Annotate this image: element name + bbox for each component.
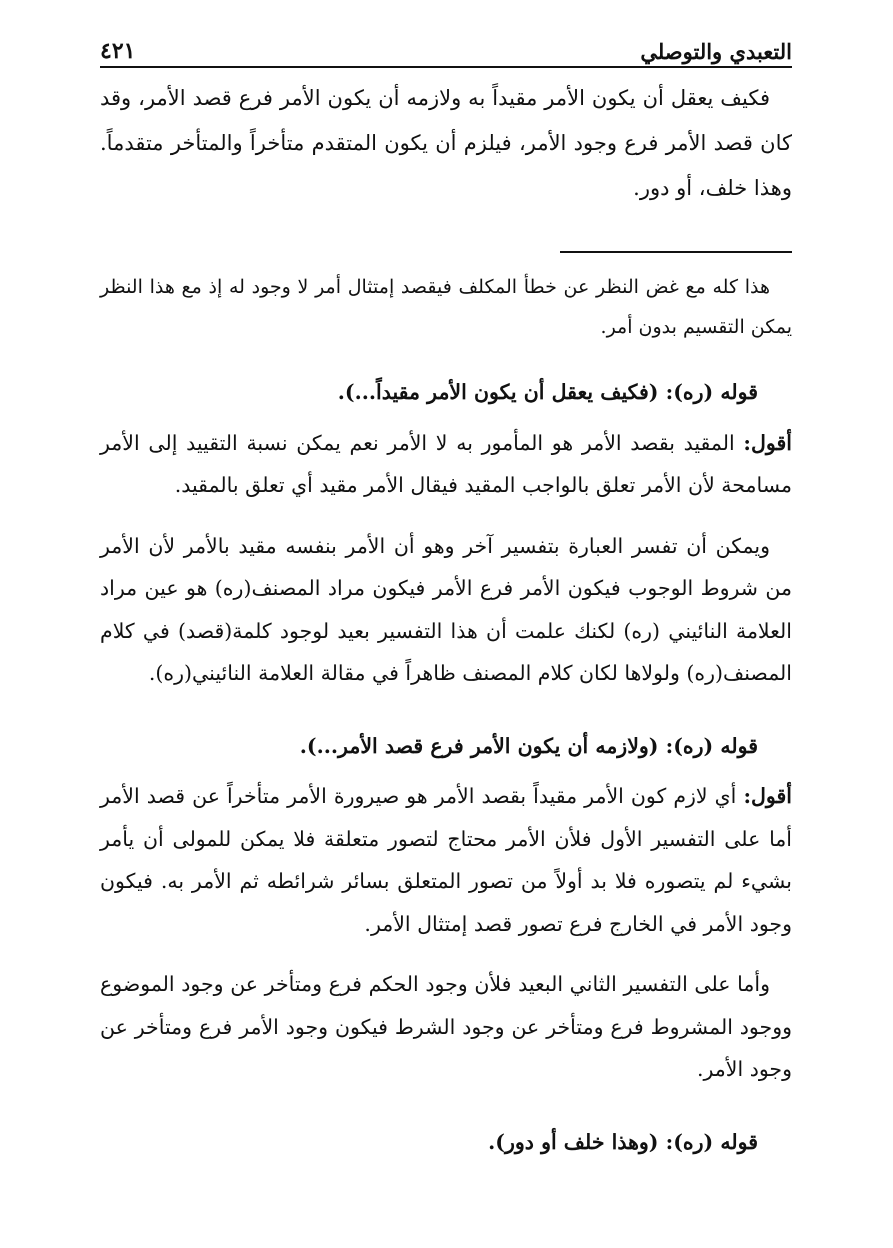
commentary-section: [100, 371, 792, 1163]
commentary-paragraph-3-text: أي لازم كون الأمر مقيداً بقصد الأمر هو صيرورة الأمر متأخراً عن قصد الأمر أما على التفسير الأول فلأن الأمر محتاج لتصور متعلقة فلا يمكن للمولى أن يأمر بشيء لم يتصوره فلا بد أولاً من تصور المتعلق بسائر شرائطه ثم الأمر به. فيكون وجود الأمر في الخارج فرع تصور قصد إمتثال الأمر.: [100, 784, 792, 936]
book-page: [100, 24, 792, 1163]
page-number: ٤٢١: [100, 38, 136, 64]
page-header: [100, 24, 792, 68]
footnote-text: هذا كله مع غض النظر عن خطأ المكلف فيقصد إمتثال أمر لا وجود له إذ مع هذا النظر يمكن التقسيم بدون أمر.: [100, 276, 792, 338]
quote-heading-2: قوله (ره): (ولازمه أن يكون الأمر فرع قصد الأمر...).: [299, 733, 758, 758]
running-title: التعبدي والتوصلي: [640, 39, 792, 64]
footnote-separator: [560, 251, 792, 253]
commentary-paragraph-4: وأما على التفسير الثاني البعيد فلأن وجود الحكم فرع ومتأخر عن وجود الموضوع ووجود المشروط فرع ومتأخر عن وجود الشرط فيكون وجود الأمر فرع ومتأخر عن وجود الأمر.: [100, 972, 792, 1081]
aqul-label: أقول:: [743, 784, 792, 808]
commentary-paragraph-1-text: المقيد بقصد الأمر هو المأمور به لا الأمر نعم يمكن نسبة التقييد إلى الأمر مسامحة لأن الأمر تعلق بالواجب المقيد فيقال الأمر مقيد أي تعلق بالمقيد.: [100, 430, 792, 497]
main-text: [100, 76, 792, 211]
commentary-paragraph-3: [100, 775, 792, 945]
aqul-label: أقول:: [743, 430, 792, 455]
quote-heading-1: قوله (ره): (فكيف يعقل أن يكون الأمر مقيداً...).: [337, 380, 758, 404]
commentary-paragraph-2: ويمكن أن تفسر العبارة بتفسير آخر وهو أن الأمر بنفسه مقيد بالأمر لأن الأمر من شروط الوجوب فيكون الأمر فرع الأمر فيكون مراد المصنف(ره) هو عين مراد العلامة النائيني (ره) لكنك علمت أن هذا التفسير بعيد لوجود كلمة(قصد) في كلام المصنف(ره) ولولاها لكان كلام المصنف ظاهراً في مقالة العلامة النائيني(ره).: [100, 533, 792, 685]
quote-heading-3: قوله (ره): (وهذا خلف أو دور).: [488, 1129, 758, 1154]
commentary-paragraph-1: [100, 422, 792, 507]
footnote: [100, 267, 792, 347]
main-paragraph: فكيف يعقل أن يكون الأمر مقيداً به ولازمه أن يكون الأمر فرع قصد الأمر، وقد كان قصد الأمر فرع وجود الأمر، فيلزم أن يكون المتقدم متأخراً والمتأخر متقدماً. وهذا خلف، أو دور.: [100, 86, 792, 200]
